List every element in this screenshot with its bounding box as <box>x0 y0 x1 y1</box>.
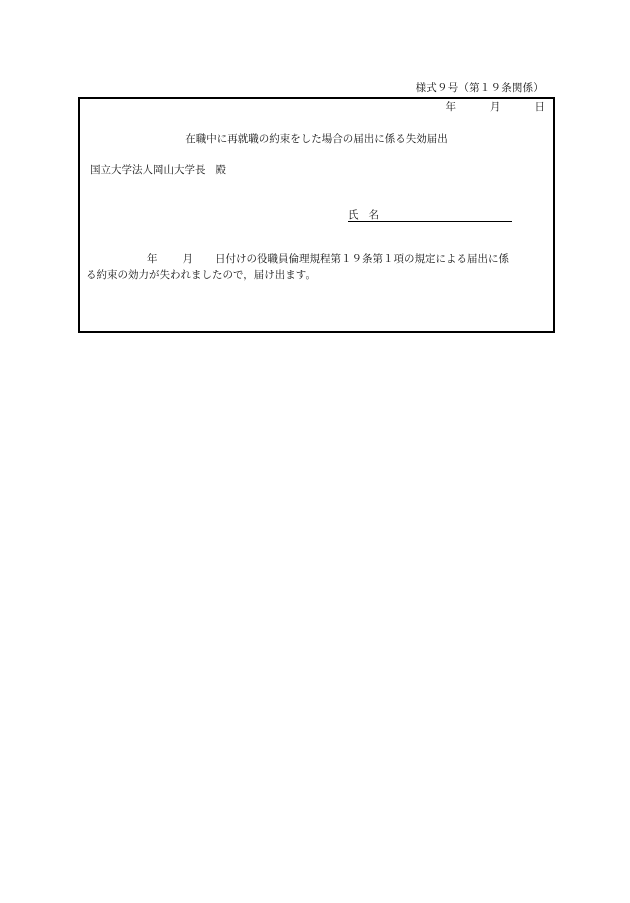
date-day-label: 日 <box>534 101 545 113</box>
name-label: 氏名 <box>348 209 389 221</box>
addressee <box>90 162 226 177</box>
date-year-label: 年 <box>445 101 456 113</box>
body-line-1 <box>86 251 549 267</box>
form-number: 様式９号（第１９条関係） <box>415 82 544 94</box>
body-line-1-text: 日付けの役職員倫理規程第１９条第１項の規定による届出に係 <box>215 253 509 265</box>
name-field[interactable] <box>348 207 512 222</box>
body-month-label: 月 <box>182 253 193 265</box>
date-month-label: 月 <box>490 101 501 113</box>
date-line <box>446 99 546 114</box>
addressee-name: 国立大学法人岡山大学長 <box>90 164 206 176</box>
body-year-label: 年 <box>147 253 158 265</box>
addressee-honorific: 殿 <box>215 164 226 176</box>
body-line-2: る約束の効力が失われましたので，届け出ます。 <box>86 269 316 281</box>
body-text <box>86 251 549 283</box>
form-box <box>78 97 555 333</box>
form-title: 在職中に再就職の約束をした場合の届出に係る失効届出 <box>185 133 448 145</box>
